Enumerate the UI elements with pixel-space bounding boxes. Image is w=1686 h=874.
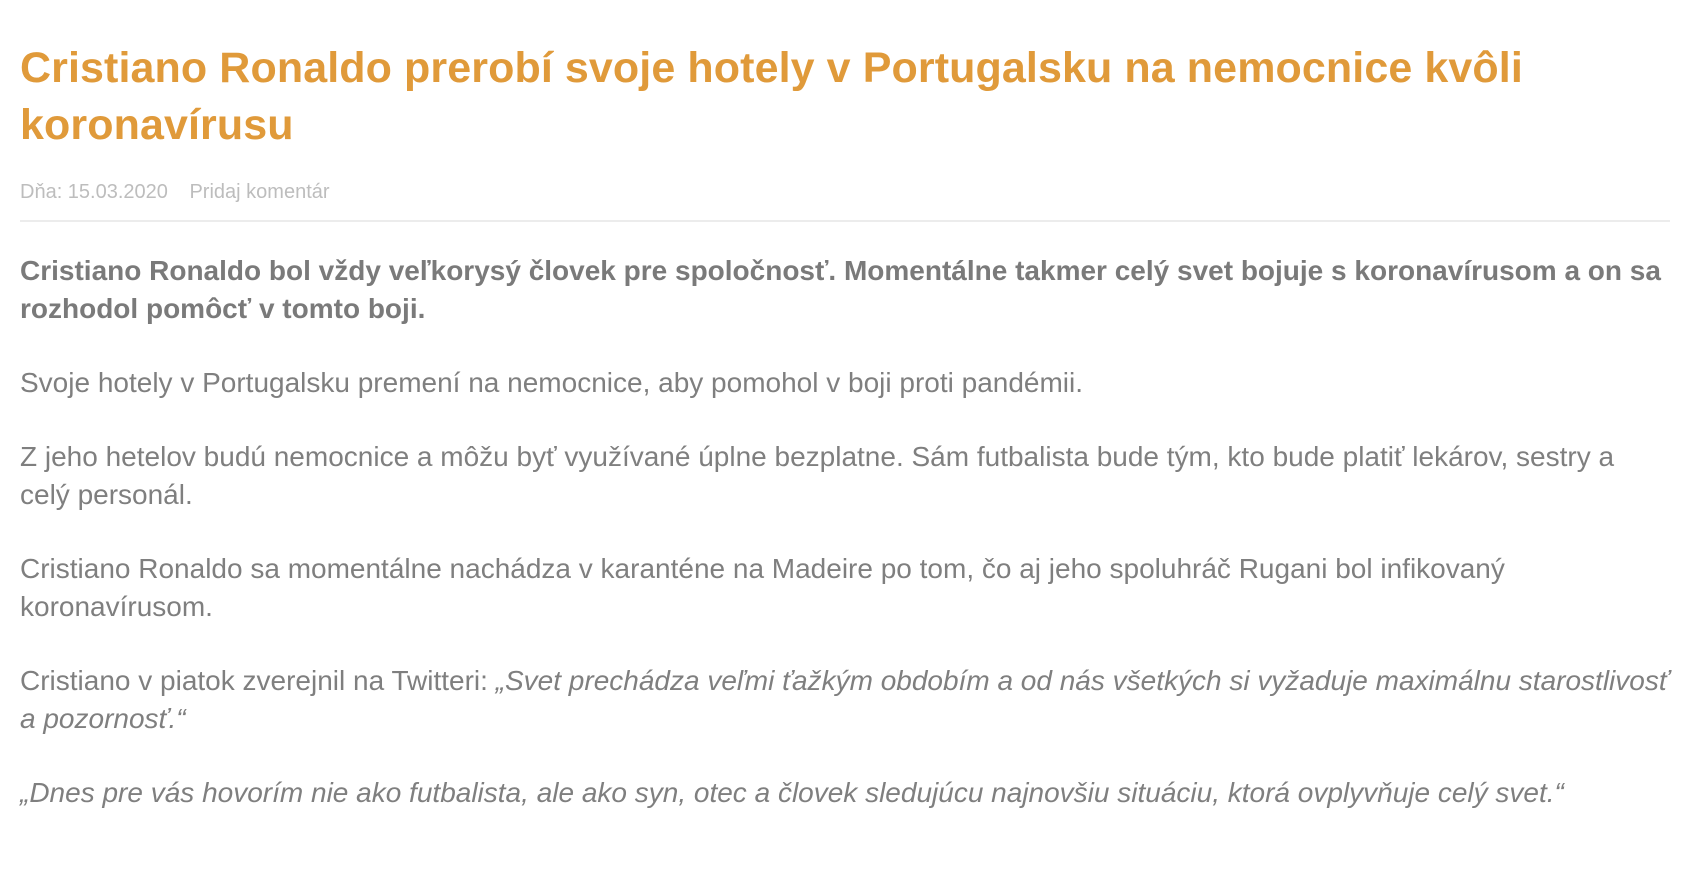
publish-date: Dňa: 15.03.2020: [20, 181, 168, 203]
article-paragraph: Cristiano Ronaldo sa momentálne nachádza v karanténe na Madeire po tom, čo aj jeho spoluhráč Rugani bol infikovaný koronavírusom.: [20, 553, 1505, 622]
article-body: [20, 252, 1670, 812]
final-quote: „Dnes pre vás hovorím nie ako futbalista, ale ako syn, otec a človek sledujúcu najnovšiu situáciu, ktorá ovplyvňuje celý svet.“: [20, 777, 1564, 808]
header-divider: [20, 220, 1670, 222]
article-paragraph: Svoje hotely v Portugalsku premení na nemocnice, aby pomohol v boji proti pandémii.: [20, 367, 1084, 398]
article-meta: [20, 180, 1670, 204]
add-comment-link[interactable]: Pridaj komentár: [189, 181, 330, 203]
article-lead: Cristiano Ronaldo bol vždy veľkorysý človek pre spoločnosť. Momentálne takmer celý svet bojuje s koronavírusom a on sa rozhodol pomôcť v tomto boji.: [20, 255, 1661, 324]
twitter-intro: Cristiano v piatok zverejnil na Twitteri:: [20, 665, 496, 696]
article-paragraph: Z jeho hetelov budú nemocnice a môžu byť využívané úplne bezplatne. Sám futbalista bude tým, kto bude platiť lekárov, sestry a celý personál.: [20, 441, 1615, 510]
twitter-paragraph: [20, 662, 1670, 738]
article: [20, 0, 1670, 848]
article-title: Cristiano Ronaldo prerobí svoje hotely v Portugalsku na nemocnice kvôli koronavírusu: [20, 44, 1523, 149]
twitter-quote: „Svet prechádza veľmi ťažkým obdobím a od nás všetkých si vyžaduje maximálnu starostlivosť a pozornosť.“: [20, 665, 1669, 734]
